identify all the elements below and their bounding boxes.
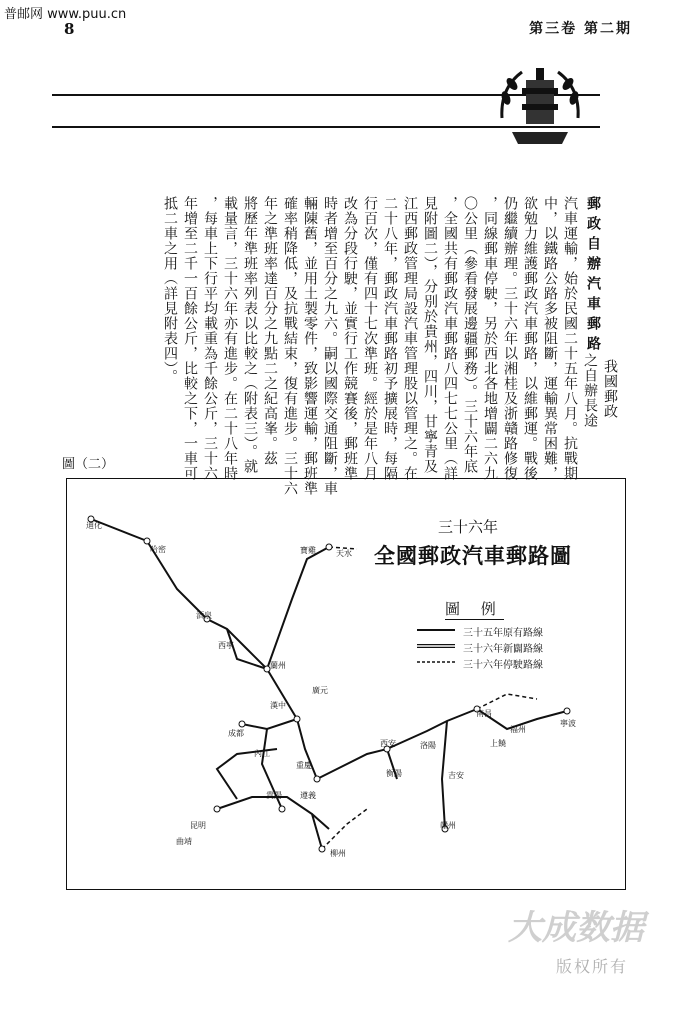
article-column: ，每車上下行平均載重為千餘公斤，三十六 (202, 196, 218, 481)
article-column: 見附圖二），分別於貴州，四川，甘寧青及 (422, 196, 438, 474)
article-column: 二十八年，郵政汽車郵路初予擴展時，每隔 (382, 196, 398, 481)
article-column: 抵二車之用（詳見附表四）。 (162, 196, 178, 384)
city-label: 寧波 (560, 719, 576, 728)
map-year: 三十六年 (438, 518, 499, 536)
article-column: 輛陳舊，並用土製零件，致影響運輸，郵班準 (302, 196, 318, 496)
article-column: 改為分段行駛，並實行工作競賽後，郵班準 (342, 196, 358, 481)
city-label: 柳州 (330, 849, 346, 858)
article-column: ，同線郵車停駛，另於西北各地增闢二六九 (482, 196, 498, 481)
article-column: 仍繼續辦理。三十六年以湘桂及浙贛路修復 (502, 196, 518, 481)
issue-label: 第三卷 第二期 (529, 21, 632, 37)
city-label: 贛州 (440, 821, 456, 830)
city-label: 漢中 (270, 701, 286, 710)
article-title: 郵政自辦汽車郵路 (585, 196, 601, 356)
city-label: 遵義 (300, 791, 316, 800)
city-label: 上饒 (490, 739, 506, 748)
city-label: 哈密 (150, 545, 166, 554)
article-column: 之自辦長途 (582, 353, 598, 428)
city-label: 內江 (254, 749, 270, 758)
city-label: 吉安 (448, 771, 464, 780)
map-title: 全國郵政汽車郵路圖 (374, 543, 572, 568)
city-label: 洛陽 (420, 741, 436, 750)
city-label: 貴陽 (266, 791, 282, 800)
article-column: ，全國共有郵政汽車郵路八四七七公里（詳 (442, 196, 458, 481)
legend-item: 三十六年停駛路線 (463, 660, 543, 671)
article-column: 將歷年準班率列表以比較之（附表三）。就 (242, 196, 258, 474)
city-label: 蘭州 (270, 661, 286, 670)
city-label: 昆明 (190, 821, 206, 830)
legend-item: 三十五年原有路線 (463, 628, 543, 639)
city-label: 西安 (380, 739, 396, 748)
city-label: 酒泉 (196, 611, 212, 620)
article-column: 〇公里（參看發展邊疆郵務）。三十六年底 (462, 196, 478, 474)
site-watermark-text: 普邮网 www.puu.cn (4, 7, 127, 22)
postal-emblem-icon (492, 58, 588, 154)
article-column: 年增至二千一百餘公斤，比較之下，一車可 (182, 196, 198, 481)
rights-watermark: 版权所有 (556, 957, 629, 976)
city-label: 廣元 (312, 686, 328, 695)
city-label: 西寧 (218, 641, 234, 650)
article-column: 確率稍降低，及抗戰結束，復有進步。三十六 (282, 196, 298, 496)
brand-watermark: 大成数据 (508, 908, 644, 948)
legend-title: 圖 例 (445, 600, 504, 618)
article-column: 行百次，僅有四十七次準班。經於是年八月 (362, 196, 378, 481)
city-label: 衡陽 (386, 769, 402, 778)
city-label: 南昌 (476, 709, 492, 718)
city-label: 天水 (336, 549, 352, 558)
article-column: 我國郵政 (602, 359, 618, 419)
city-label: 成都 (228, 729, 244, 738)
city-label: 寶雞 (300, 546, 316, 555)
article-column: 年之準班率達百分之九點二之紀高峯。茲 (262, 196, 278, 466)
article-column: 欲勉力維護郵政汽車郵路，以維郵運。戰後 (522, 196, 538, 481)
legend-item: 三十六年新闢路線 (463, 644, 543, 655)
city-label: 曲靖 (176, 837, 192, 846)
city-label: 重慶 (296, 761, 312, 770)
page-number: 8 (64, 20, 75, 38)
article-column: 時者增至百分之九六。嗣以國際交通阻斷，車 (322, 196, 338, 496)
article-column: 汽車運輸，始於民國二十五年八月。抗戰期 (562, 196, 578, 481)
city-label: 迪化 (86, 521, 102, 530)
article-column: 載量言，三十六年亦有進步。在二十八年時 (222, 196, 238, 481)
figure-label: 圖（二） (62, 457, 115, 472)
city-label: 福州 (510, 725, 526, 734)
article-column: 江西郵政管理局設汽車管理股以管理之。在 (402, 196, 418, 481)
article-column: 中，以鐵路公路多被阻斷，運輸異常困難， (542, 196, 558, 481)
